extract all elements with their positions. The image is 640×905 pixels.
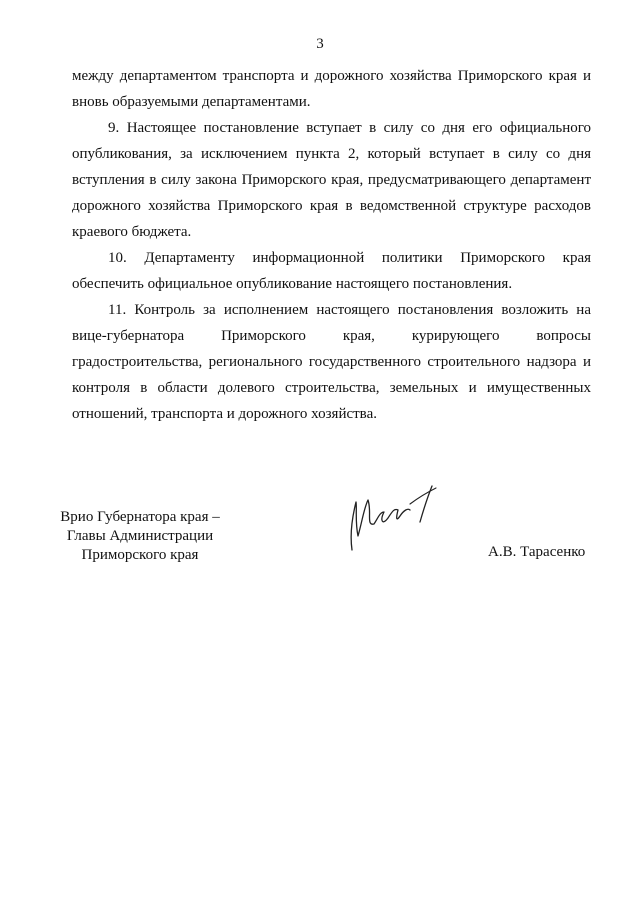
text-line: краевого бюджета. [72, 224, 192, 240]
text-line: между департаментом транспорта и дорожного хозяйства Приморского края и [72, 68, 591, 84]
page-number: 3 [316, 36, 324, 52]
text-line: вступления в силу закона Приморского края, предусматривающего департамент [72, 172, 591, 188]
text-line: вновь образуемыми департаментами. [72, 94, 311, 110]
signatory-title-line: Приморского края [81, 547, 199, 563]
text-line: 10. Департаменту информационной политики Приморского края [108, 250, 591, 266]
text-line: градостроительства, регионального государственного строительного надзора и [72, 354, 591, 370]
handwritten-signature [338, 478, 448, 554]
text-line: отношений, транспорта и дорожного хозяйства. [72, 406, 377, 422]
text-line: опубликования, за исключением пункта 2, который вступает в силу со дня [72, 146, 591, 162]
signatory-name: А.В. Тарасенко [488, 544, 586, 560]
text-line: контроля в области долевого строительства, земельных и имущественных [72, 380, 591, 396]
text-line: 11. Контроль за исполнением настоящего постановления возложить на [108, 302, 591, 318]
text-line: 9. Настоящее постановление вступает в силу со дня его официального [108, 120, 591, 136]
text-line: обеспечить официальное опубликование настоящего постановления. [72, 276, 513, 292]
signatory-title-line: Врио Губернатора края – [60, 509, 220, 525]
signatory-title-line: Главы Администрации [66, 528, 214, 544]
text-line: вице-губернатора Приморского края, курирующего вопросы [72, 328, 591, 344]
text-line: дорожного хозяйства Приморского края в ведомственной структуре расходов [72, 198, 591, 214]
